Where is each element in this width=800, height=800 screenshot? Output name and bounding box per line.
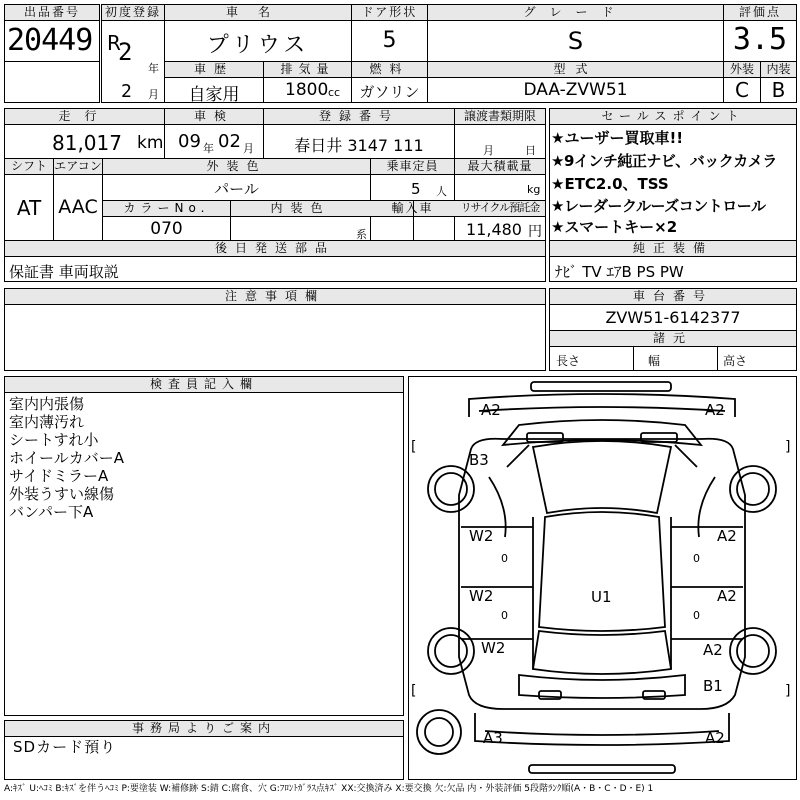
- damage-mark: A2: [717, 587, 737, 605]
- damage-mark: A2: [703, 641, 723, 659]
- mirror-bracket-right: ]: [785, 439, 791, 455]
- fuel: ガソリン: [359, 83, 420, 101]
- registration-month: 2: [121, 81, 132, 102]
- car-name-label: 車名: [225, 5, 290, 19]
- damage-mark: W2: [481, 639, 506, 657]
- displacement-label: 排気量: [280, 62, 335, 76]
- shift: AT: [16, 196, 42, 220]
- sales-point-item: ★9インチ純正ナビ、バックカメラ: [551, 152, 777, 170]
- vehicle-history-label: 車歴: [193, 62, 234, 76]
- damage-mark: W2: [469, 527, 494, 545]
- car-outline: [409, 377, 796, 779]
- transfer-month-unit: 月: [483, 144, 494, 157]
- mirror-bracket-right: ]: [785, 683, 791, 699]
- dimensions-label: 諸元: [652, 331, 693, 345]
- length-label: 長さ: [556, 354, 581, 368]
- month-unit: 月: [148, 88, 159, 101]
- mileage-label: 走行: [58, 109, 111, 123]
- exterior-label: 外装: [729, 62, 754, 76]
- lot-number: 20449: [7, 23, 93, 58]
- transfer-day-unit: 日: [525, 144, 536, 157]
- inspector-note: 外装うすい線傷: [9, 485, 115, 503]
- sales-point-item: ★ユーザー買取車!!: [551, 129, 684, 147]
- era: R: [107, 31, 121, 55]
- damage-mark: B3: [469, 451, 489, 469]
- era-year: 2: [118, 38, 133, 66]
- model: DAA-ZVW51: [523, 80, 628, 100]
- shift-label: シフト: [10, 159, 47, 173]
- inspector-note: サイドミラーA: [9, 467, 109, 485]
- capacity: 5: [411, 180, 421, 198]
- vehicle-history: 自家用: [188, 85, 240, 105]
- door-marker: 0: [693, 552, 700, 565]
- color-number: 070: [150, 219, 183, 239]
- import-label: 輸入車: [391, 201, 434, 215]
- office-label: 事務局よりご案内: [131, 721, 276, 735]
- chassis-label: 車台番号: [632, 289, 713, 303]
- lot-number-label: 出品番号: [23, 5, 80, 19]
- capacity-label: 乗車定員: [386, 159, 439, 173]
- displacement-unit: cc: [328, 86, 341, 99]
- later-parts: 保証書 車両取説: [9, 263, 119, 281]
- damage-mark: U1: [591, 588, 612, 606]
- damage-mark: A2: [705, 729, 725, 747]
- door-marker: 0: [501, 609, 508, 622]
- interior-color-unit: 系: [356, 228, 367, 241]
- damage-mark: B1: [703, 677, 723, 695]
- sales-point-item: ★スマートキー×2: [551, 218, 678, 236]
- inspector-label: 検査員記入欄: [149, 377, 258, 391]
- mirror-bracket-left: [: [411, 683, 417, 699]
- chassis-number: ZVW51-6142377: [605, 308, 741, 327]
- recycle-deposit-label: リサイクル預託金: [460, 201, 540, 214]
- sales-point-item: ★ETC2.0、TSS: [551, 175, 669, 193]
- mileage-unit: km: [137, 133, 164, 153]
- fuel-label: 燃料: [369, 62, 410, 76]
- inspection-month: 02: [218, 131, 241, 152]
- exterior-color: パール: [214, 180, 259, 198]
- interior-color-label: 内装色: [270, 201, 331, 215]
- capacity-unit: 人: [436, 185, 447, 198]
- recycle-unit: 円: [528, 224, 542, 240]
- inspector-note: シートすれ小: [9, 431, 99, 449]
- inspector-note: ホイールカバーA: [9, 449, 124, 467]
- recycle-deposit: 11,480: [466, 220, 522, 239]
- color-number-label: カラーNo.: [123, 201, 210, 215]
- damage-mark: A2: [717, 527, 737, 545]
- inspector-note: 室内内張傷: [9, 395, 85, 413]
- equipment-label: 純正装備: [632, 241, 713, 255]
- inspector-note: バンパー下A: [9, 503, 94, 521]
- width-label: 幅: [648, 354, 661, 368]
- registration-number: 春日井 3147 111: [294, 136, 424, 155]
- max-load-unit: kg: [527, 183, 541, 196]
- model-label: 型式: [553, 62, 598, 76]
- first-registration-label: 初度登録: [104, 5, 161, 19]
- registration-number-label: 登録番号: [318, 109, 399, 123]
- door-marker: 0: [693, 609, 700, 622]
- interior-grade: B: [771, 78, 786, 102]
- inspection-label: 車検: [193, 109, 234, 123]
- aircon: AAC: [58, 196, 98, 218]
- interior-label: 内装: [766, 62, 791, 76]
- door-label: ドア形状: [361, 5, 418, 19]
- inspection-year-unit: 年: [203, 142, 214, 155]
- door-count: 5: [382, 28, 397, 53]
- mileage: 81,017: [52, 131, 122, 155]
- mirror-bracket-left: [: [411, 439, 417, 455]
- grade-label: グレード: [523, 5, 628, 19]
- door-marker: 0: [501, 552, 508, 565]
- inspection-year: 09: [178, 131, 201, 152]
- inspection-month-unit: 月: [243, 142, 254, 155]
- damage-mark: A2: [481, 401, 501, 419]
- damage-mark: A3: [483, 729, 503, 747]
- sales-points-label: セールスポイント: [601, 109, 745, 123]
- displacement: 1800: [285, 80, 329, 100]
- exterior-grade: C: [735, 78, 749, 102]
- car-name: プリウス: [206, 33, 310, 58]
- legend: A:ｷｽﾞ U:ﾍｺﾐ B:ｷｽﾞを伴うﾍｺﾐ P:要塗装 W:補修跡 S:錆 C:腐食、穴 G:ﾌﾛﾝﾄｶﾞﾗｽ点ｷｽﾞ XX:交換済み X:要交換 欠:欠品 内・外装評価 5段階ﾗﾝｸ順(A・B・C・D・E) 1: [4, 784, 654, 794]
- exterior-color-label: 外装色: [206, 159, 267, 173]
- inspector-note: 室内薄汚れ: [9, 413, 85, 431]
- equipment: ﾅﾋﾞ TV ｴｱB PS PW: [555, 263, 684, 281]
- caution-label: 注意事項欄: [224, 289, 325, 303]
- score-label: 評価点: [738, 5, 781, 19]
- car-diagram: [408, 376, 797, 780]
- score: 3.5: [732, 22, 788, 57]
- office-note: SDカード預り: [13, 738, 117, 756]
- year-unit: 年: [148, 62, 159, 75]
- later-parts-label: 後日発送部品: [214, 241, 335, 255]
- aircon-label: エアコン: [54, 159, 102, 173]
- grade: S: [567, 27, 584, 55]
- damage-mark: W2: [469, 587, 494, 605]
- sales-point-item: ★レーダークルーズコントロール: [551, 197, 766, 215]
- transfer-deadline-label: 譲渡書類期限: [463, 109, 536, 123]
- damage-mark: A2: [705, 401, 725, 419]
- max-load-label: 最大積載量: [467, 159, 533, 173]
- height-label: 高さ: [723, 354, 748, 368]
